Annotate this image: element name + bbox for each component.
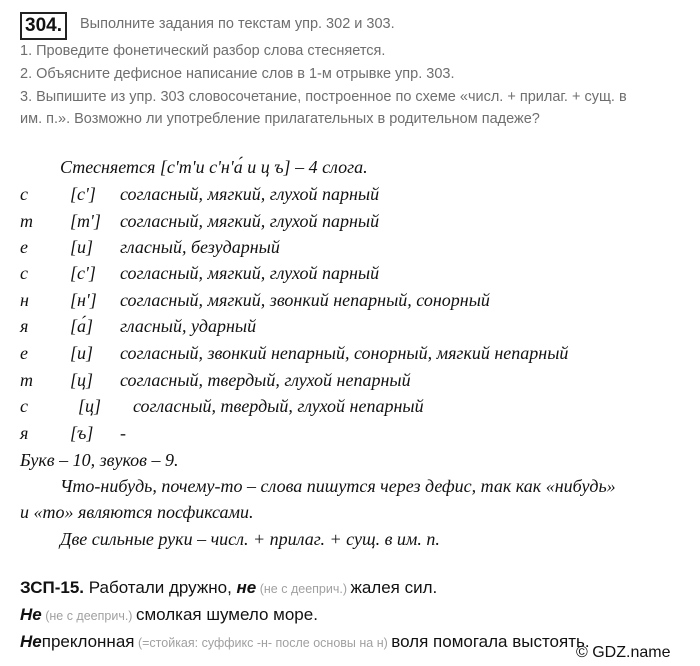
row-sound: [а́] [70, 316, 94, 336]
zsp-line1-ne: не [236, 578, 257, 597]
row-letter: с [20, 184, 28, 204]
row-desc: согласный, твердый, глухой непарный [133, 396, 424, 416]
row-sound: [и] [70, 237, 94, 257]
zsp-line3-text-b: воля помогала выстоять. [391, 632, 590, 651]
row-sound: [н'] [70, 290, 97, 310]
row-desc: согласный, мягкий, звонкий непарный, сонорный [120, 290, 490, 310]
row-letter: е [20, 237, 28, 257]
zsp-line2-text: смолкая шумело море. [135, 605, 318, 624]
exercise-number: 304. [20, 12, 67, 40]
zsp-line3-note: (=стойкая: суффикс -н- после основы на н) [134, 636, 392, 650]
row-sound: [ц] [78, 396, 102, 416]
phrase-scheme: Две сильные руки – числ. + прилаг. + сущ. в им. п. [60, 529, 440, 549]
row-sound: [т'] [70, 211, 101, 231]
row-sound: [и] [70, 343, 94, 363]
zsp-line-3 [20, 632, 590, 652]
zsp-line1-text-a: Работали дружно, [88, 578, 237, 597]
zsp-line-1 [20, 578, 437, 598]
row-sound: [с'] [70, 263, 96, 283]
task-item-2: 2. Объясните дефисное написание слов в 1-м отрывке упр. 303. [20, 66, 455, 82]
zsp-line1-text-b: жалея сил. [350, 578, 438, 597]
zsp-line-2 [20, 605, 318, 625]
row-desc: согласный, звонкий непарный, сонорный, мягкий непарный [120, 343, 569, 363]
phonetic-heading: Стесняется [с'т'и с'н'а́ и ц ъ] – 4 слога. [60, 157, 368, 177]
row-desc: гласный, ударный [120, 316, 257, 336]
task-title: Выполните задания по текстам упр. 302 и 303. [80, 16, 395, 32]
row-desc: согласный, мягкий, глухой парный [120, 184, 380, 204]
row-sound: [с'] [70, 184, 96, 204]
hyphen-explanation-line2: и «то» являются посфиксами. [20, 502, 254, 522]
row-desc: - [120, 423, 126, 443]
row-sound: [ъ] [70, 423, 94, 443]
watermark: © GDZ.name [576, 644, 671, 661]
row-letter: с [20, 396, 28, 416]
row-desc: согласный, мягкий, глухой парный [120, 263, 380, 283]
row-letter: я [20, 423, 29, 443]
zsp-label: ЗСП-15. [20, 578, 85, 597]
row-sound: [ц] [70, 370, 94, 390]
task-item-1: 1. Проведите фонетический разбор слова стесняется. [20, 43, 386, 59]
row-letter: т [20, 211, 33, 231]
task-item-3-cont: им. п.». Возможно ли употребление прилагательных в родительном падеже? [20, 111, 540, 127]
row-desc: согласный, мягкий, глухой парный [120, 211, 380, 231]
zsp-line2-note: (не с дееприч.) [41, 609, 136, 623]
row-desc: согласный, твердый, глухой непарный [120, 370, 411, 390]
row-desc: гласный, безударный [120, 237, 280, 257]
zsp-line3-text-a: преклонная [41, 632, 135, 651]
row-letter: с [20, 263, 28, 283]
row-letter: т [20, 370, 33, 390]
zsp-line1-note: (не с дееприч.) [256, 582, 351, 596]
zsp-line3-ne: Не [20, 632, 42, 651]
row-letter: н [20, 290, 29, 310]
row-letter: е [20, 343, 28, 363]
row-letter: я [20, 316, 29, 336]
letter-sound-count: Букв – 10, звуков – 9. [20, 450, 179, 470]
task-item-3: 3. Выпишите из упр. 303 словосочетание, построенное по схеме «числ. + прилаг. + сущ. в [20, 89, 627, 105]
hyphen-explanation-line1: Что-нибудь, почему-то – слова пишутся через дефис, так как «нибудь» [60, 476, 616, 496]
zsp-line2-ne: Не [20, 605, 42, 624]
